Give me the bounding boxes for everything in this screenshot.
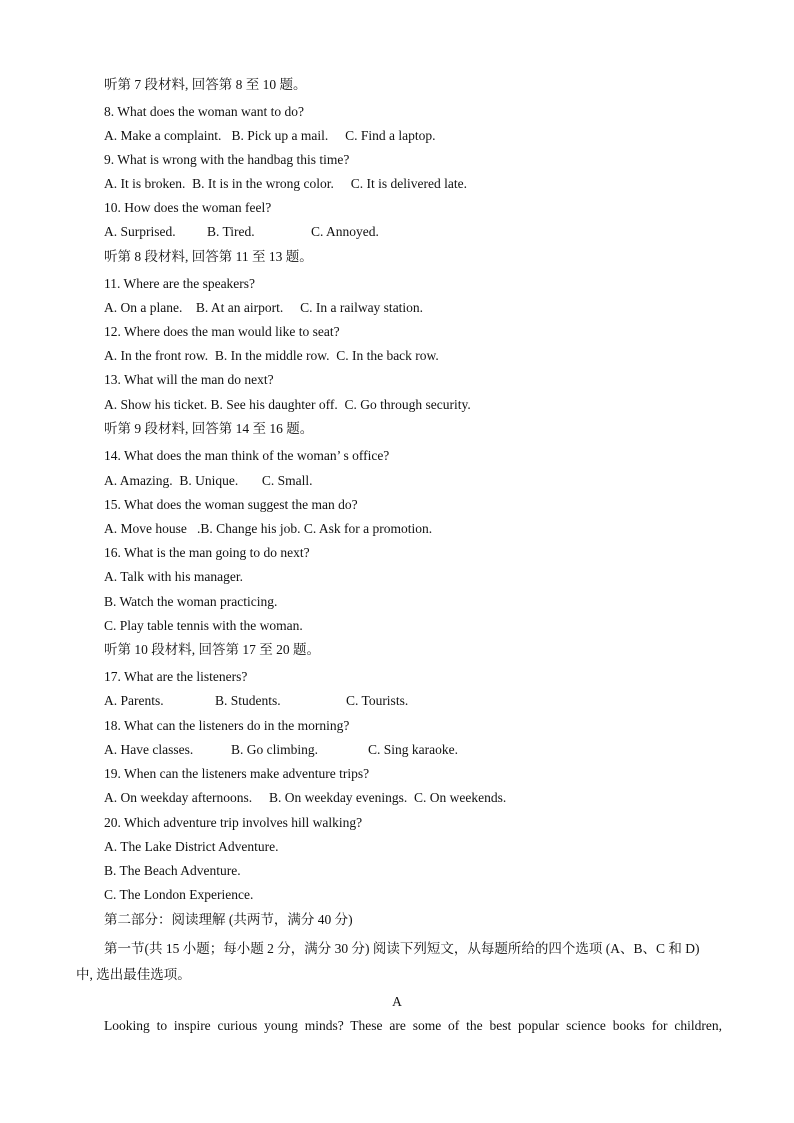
section-instruction-8: 听第 8 段材料, 回答第 11 至 13 题。 [104,249,313,264]
question-18: 18. What can the listeners do in the morning? [104,718,350,733]
question-10: 10. How does the woman feel? [104,200,272,215]
section-instruction-10: 听第 10 段材料, 回答第 17 至 20 题。 [104,642,320,657]
question-13-options: A. Show his ticket. B. See his daughter off. C. Go through security. [104,397,471,412]
question-9: 9. What is wrong with the handbag this time? [104,152,350,167]
section-one-instruction-cont: 中, 选出最佳选项。 [76,967,191,982]
question-12-options: A. In the front row. B. In the middle row. C. In the back row. [104,348,439,363]
option-b: B. Tired. [207,224,255,239]
question-8: 8. What does the woman want to do? [104,104,304,119]
option-c: C. Tourists. [346,693,409,708]
passage-label: A [392,994,402,1009]
option-a: A. Parents. [104,693,164,708]
question-15: 15. What does the woman suggest the man do? [104,497,358,512]
section-instruction-7: 听第 7 段材料, 回答第 8 至 10 题。 [104,77,307,92]
question-14-options: A. Amazing. B. Unique. C. Small. [104,473,313,488]
option-a: A. Surprised. [104,224,176,239]
question-9-options: A. It is broken. B. It is in the wrong color. C. It is delivered late. [104,176,467,191]
question-20-option-b: B. The Beach Adventure. [104,863,241,878]
option-a: A. Have classes. [104,742,194,757]
question-20-option-c: C. The London Experience. [104,887,254,902]
section-instruction-9: 听第 9 段材料, 回答第 14 至 16 题。 [104,421,314,436]
question-11-options: A. On a plane. B. At an airport. C. In a railway station. [104,300,424,315]
option-c: C. Annoyed. [311,224,379,239]
question-16: 16. What is the man going to do next? [104,545,310,560]
question-18-options [104,741,722,759]
question-8-options: A. Make a complaint. B. Pick up a mail. C. Find a laptop. [104,128,436,143]
question-11: 11. Where are the speakers? [104,276,256,291]
question-19-options: A. On weekday afternoons. B. On weekday evenings. C. On weekends. [104,790,507,805]
option-b: B. Students. [215,693,281,708]
question-16-option-c: C. Play table tennis with the woman. [104,618,303,633]
question-14: 14. What does the man think of the woman’ s office? [104,448,390,463]
question-16-option-a: A. Talk with his manager. [104,569,244,584]
question-15-options: A. Move house .B. Change his job. C. Ask for a promotion. [104,521,433,536]
part-two-heading: 第二部分：阅读理解 (共两节，满分 40 分) [104,912,353,927]
question-19: 19. When can the listeners make adventure trips? [104,766,370,781]
question-16-option-b: B. Watch the woman practicing. [104,594,278,609]
question-12: 12. Where does the man would like to seat? [104,324,340,339]
option-c: C. Sing karaoke. [368,742,458,757]
question-20: 20. Which adventure trip involves hill walking? [104,815,363,830]
section-one-instruction: 第一节(共 15 小题；每小题 2 分，满分 30 分) 阅读下列短文，从每题所给的四个选项 (A、B、C 和 D) [104,941,700,956]
passage-a-first-line: Looking to inspire curious young minds? These are some of the best popular science books for children, [104,1018,722,1033]
question-13: 13. What will the man do next? [104,372,274,387]
question-17: 17. What are the listeners? [104,669,248,684]
question-20-option-a: A. The Lake District Adventure. [104,839,279,854]
question-10-options [104,223,722,241]
question-17-options [104,692,722,710]
option-b: B. Go climbing. [231,742,318,757]
